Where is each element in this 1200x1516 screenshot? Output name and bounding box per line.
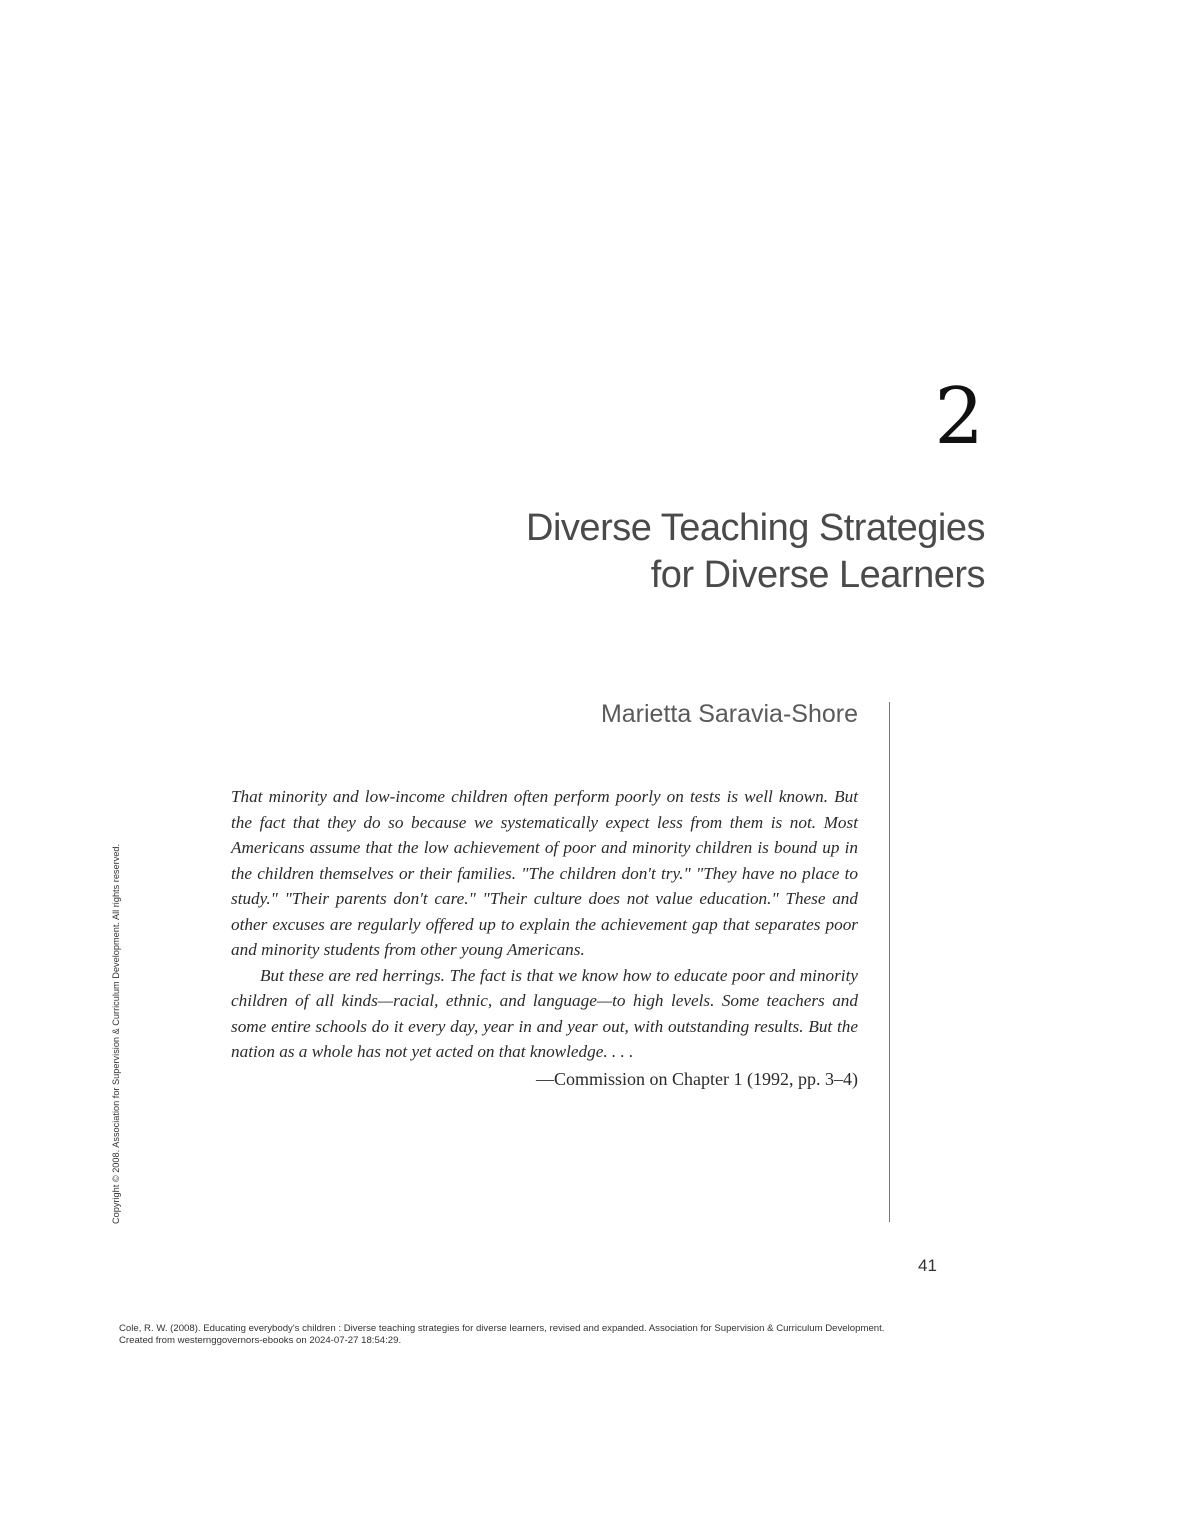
page-number: 41 [918,1256,937,1275]
epigraph-paragraph-1: That minority and low-income children often perform poorly on tests is well known. But the fact that they do so because we systematically expect less from them is not. Most Americans assume that the low achievement of poor and minority children is bound up in the children themselves or their families. "The children don't try." "They have no place to study." "Their parents don't care." "Their culture does not value education." These and other excuses are regularly offered up to explain the achievement gap that separates poor and minority students from other young Americans. [231,787,858,959]
citation-line-2: Created from westernggovernors-ebooks on 2024-07-27 18:54:29. [119,1335,402,1346]
epigraph-paragraph-2: But these are red herrings. The fact is that we know how to educate poor and minority children of all kinds—racial, ethnic, and language—to high levels. Some teachers and some entire schools do it every day, year in and year out, with outstanding results. But the nation as a whole has not yet acted on that knowledge. . . . [231,965,858,1061]
citation-footer [119,1323,884,1347]
chapter-title-line-1: Diverse Teaching Strategies [526,507,985,549]
chapter-number: 2 [934,372,984,462]
chapter-title-line-2: for Diverse Learners [650,554,985,596]
vertical-rule-divider [889,702,890,1222]
epigraph-attribution: —Commission on Chapter 1 (1992, pp. 3–4) [536,1069,858,1089]
citation-line-1: Cole, R. W. (2008). Educating everybody's children : Diverse teaching strategies for diverse learners, revised and expanded. Association for Supervision & Curriculum Development. [119,1323,885,1334]
epigraph [231,784,858,1065]
chapter-title [285,505,985,599]
chapter-author: Marietta Saravia-Shore [600,700,858,728]
copyright-notice: Copyright © 2008. Association for Supervision & Curriculum Development. All rights reserved. [111,843,121,1224]
